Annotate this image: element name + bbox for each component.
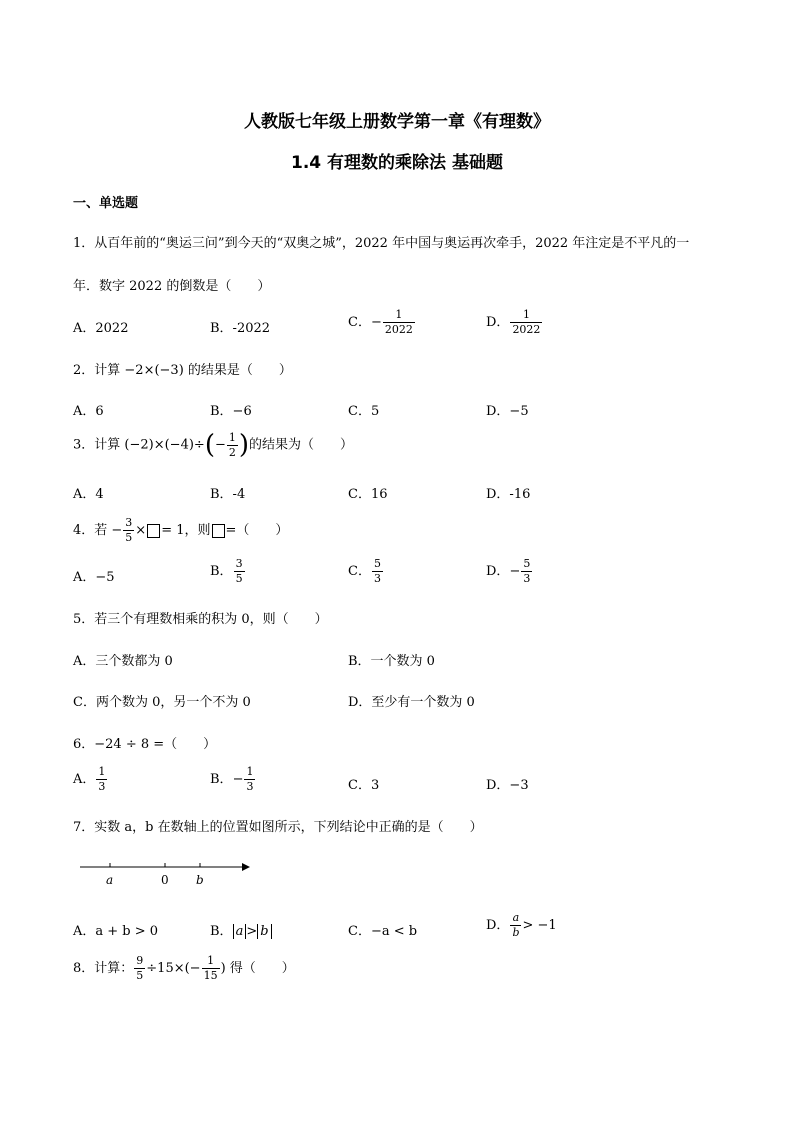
q1-option-d-fraction [510, 308, 542, 337]
document-subtitle: 1.4 有理数的乘除法 基础题 [291, 153, 503, 173]
q5-option-c: C．两个数为 0，另一个不为 0 [73, 695, 251, 710]
q3-stem [73, 430, 353, 460]
greater-than: > [246, 924, 258, 939]
q7-option-a: A．a + b > 0 [73, 924, 159, 939]
number-line-arrow-icon [242, 863, 250, 871]
q4-option-a: A．−5 [73, 570, 115, 585]
q4-option-d-fraction [521, 557, 532, 586]
q1-option-c-label: C． [348, 315, 371, 330]
q2-option-d: D．−5 [486, 404, 529, 419]
q4-option-b-label: B． [210, 564, 233, 579]
q4-stem-post: =（ ） [225, 523, 289, 538]
q6-option-b-label: B． [210, 772, 233, 787]
q1-stem-line1: 1．从百年前的“奥运三问”到今天的“双奥之城”，2022 年中国与奥运再次牵手，2022 年注定是不平凡的一 [73, 236, 690, 251]
q3-option-b: B．-4 [210, 487, 246, 502]
abs-b: b [257, 924, 271, 939]
q6-option-d: D．−3 [486, 778, 529, 793]
q2-option-b: B．−6 [210, 404, 252, 419]
q3-stem-pre: 3．计算 (−2)×(−4)÷ [73, 437, 205, 453]
q3-fraction [227, 431, 238, 460]
fraction-numerator: 1 [510, 308, 542, 323]
document-title: 人教版七年级上册数学第一章《有理数》 [244, 112, 550, 132]
fraction-numerator: 5 [523, 557, 531, 570]
q7-option-d [486, 911, 557, 940]
fraction-denominator: 5 [136, 969, 144, 982]
fraction-denominator: 2 [228, 445, 236, 459]
q6-option-c: C．3 [348, 778, 380, 793]
q3-option-c: C．16 [348, 487, 388, 502]
fraction-denominator: b [512, 926, 520, 939]
q6-option-a-label: A． [73, 772, 96, 787]
q7-option-b [210, 920, 272, 939]
q4-option-c-fraction [372, 557, 383, 586]
q8-stem-pre: 8．计算： [73, 961, 134, 976]
fraction-denominator: 3 [246, 780, 254, 793]
q4-option-c [348, 557, 384, 586]
q6-option-b [210, 765, 256, 794]
q4-fraction [123, 516, 134, 545]
q1-option-d [486, 308, 543, 337]
fraction-numerator: 3 [235, 557, 243, 570]
q4-times: × [135, 523, 147, 538]
q7-option-d-label: D． [486, 918, 510, 933]
fraction-numerator: 3 [125, 516, 133, 529]
fraction-numerator: 9 [136, 954, 144, 967]
q5-option-d: D．至少有一个数为 0 [348, 695, 475, 710]
fraction-numerator: 5 [373, 557, 381, 570]
q1-stem-line2: 年．数字 2022 的倒数是（ ） [73, 279, 271, 294]
q4-option-d [486, 557, 533, 586]
q7-option-c: C．−a < b [348, 924, 418, 939]
fraction-numerator: 1 [202, 954, 220, 969]
q7-stem: 7．实数 a，b 在数轴上的位置如图所示，下列结论中正确的是（ ） [73, 820, 483, 835]
q2-option-c: C．5 [348, 404, 380, 419]
number-line-label-0: 0 [161, 873, 169, 887]
fraction-numerator: 1 [383, 308, 415, 323]
section-heading: 一、单选题 [73, 196, 139, 211]
fraction-denominator: 3 [523, 572, 531, 585]
q8-stem-post: ) 得（ ） [220, 961, 295, 976]
q1-option-a: A．2022 [73, 321, 129, 336]
fraction-denominator: 3 [373, 572, 381, 585]
q3-option-d: D．-16 [486, 487, 531, 502]
number-line-label-a: a [106, 873, 114, 887]
q4-option-b-fraction [234, 557, 245, 586]
q4-option-d-label: D． [486, 564, 510, 579]
q4-equals: = 1，则 [161, 523, 211, 538]
q3-option-a: A．4 [73, 487, 104, 502]
q4-option-d-sign: − [509, 564, 521, 579]
q5-stem: 5．若三个有理数相乘的积为 0，则（ ） [73, 612, 328, 627]
q8-stem-mid: ÷15×(− [146, 961, 201, 976]
q3-paren-open: ( [204, 430, 215, 460]
q1-option-c [348, 308, 416, 337]
q4-stem [73, 516, 288, 545]
q2-option-a: A．6 [73, 404, 104, 419]
abs-a: a [233, 924, 247, 939]
number-line-figure [80, 858, 260, 888]
q6-option-a [73, 765, 108, 794]
q6-option-b-sign: − [232, 772, 244, 787]
q7-option-b-label: B． [210, 924, 233, 939]
number-line-label-b: b [196, 873, 204, 887]
q6-option-a-fraction [96, 765, 107, 794]
fraction-denominator: 15 [203, 969, 218, 982]
q1-option-c-sign: − [370, 315, 382, 330]
q8-fraction-2 [202, 954, 220, 983]
q7-option-d-fraction [510, 911, 521, 940]
q1-option-d-label: D． [486, 315, 510, 330]
fraction-denominator: 2022 [384, 323, 413, 336]
q3-stem-post: 的结果为（ ） [249, 437, 354, 453]
fraction-denominator: 3 [98, 780, 106, 793]
q4-option-b [210, 557, 246, 586]
fraction-numerator: 1 [98, 765, 106, 778]
q1-option-c-fraction [383, 308, 415, 337]
fraction-denominator: 2022 [512, 323, 541, 336]
q3-sign: − [214, 437, 226, 453]
fraction-denominator: 5 [235, 572, 243, 585]
fraction-numerator: 1 [228, 430, 236, 444]
q6-option-b-fraction [244, 765, 255, 794]
q5-option-a: A．三个数都为 0 [73, 654, 173, 669]
q1-option-b: B．-2022 [210, 321, 271, 336]
q8-stem [73, 954, 295, 983]
q8-fraction-1 [134, 954, 145, 983]
q4-option-c-label: C． [348, 564, 371, 579]
q3-paren-close: ) [238, 430, 250, 460]
q6-stem: 6．−24 ÷ 8 =（ ） [73, 737, 217, 752]
q7-option-d-post: > −1 [522, 918, 557, 933]
blank-box-icon [147, 524, 160, 538]
fraction-numerator: a [510, 911, 521, 926]
q4-stem-pre: 4．若 − [73, 523, 123, 538]
q2-stem: 2．计算 −2×(−3) 的结果是（ ） [73, 363, 292, 378]
fraction-denominator: 5 [125, 531, 133, 544]
blank-box-icon [212, 524, 225, 538]
fraction-numerator: 1 [246, 765, 254, 778]
q5-option-b: B．一个数为 0 [348, 654, 435, 669]
